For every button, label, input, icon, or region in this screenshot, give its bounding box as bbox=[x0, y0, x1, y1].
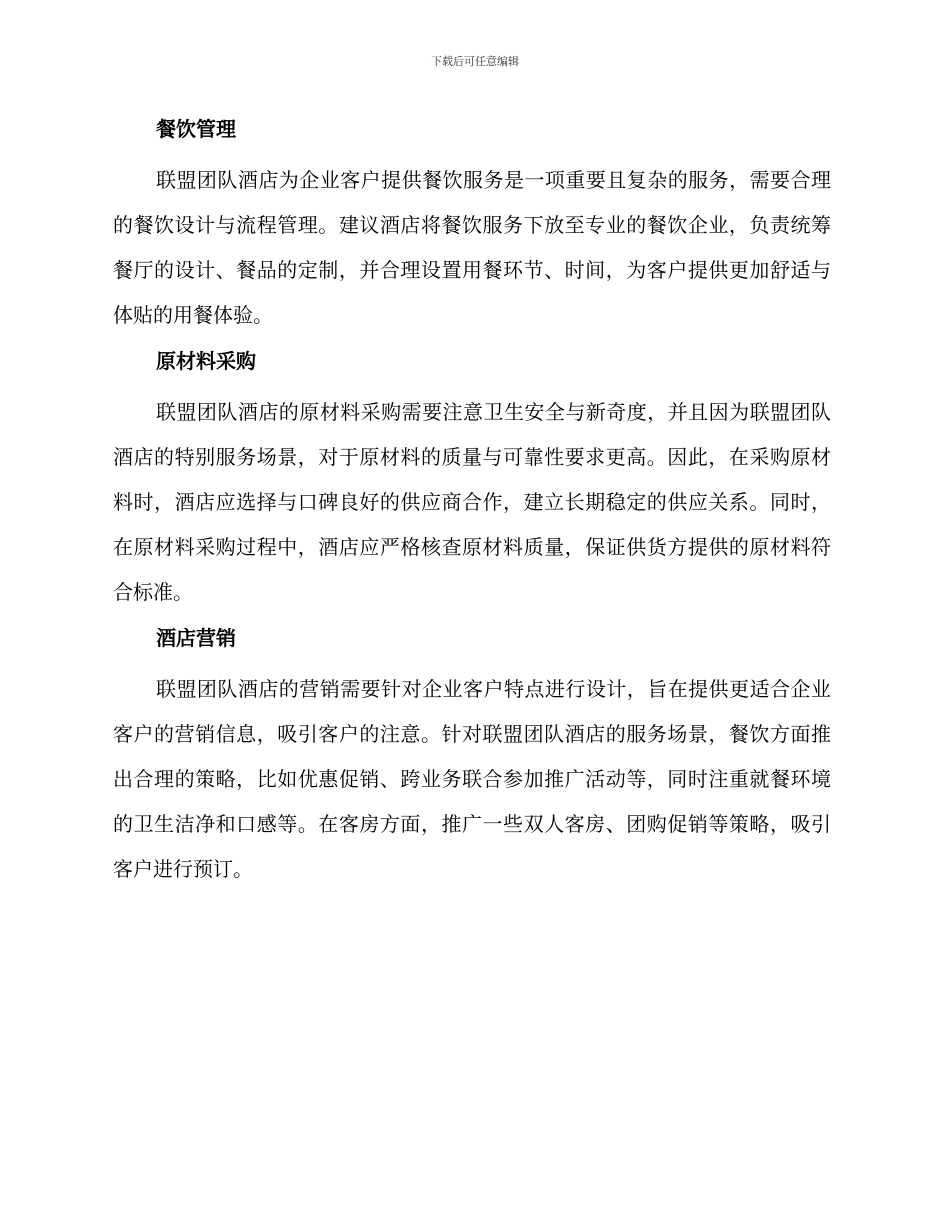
section-paragraph-procurement: 联盟团队酒店的原材料采购需要注意卫生安全与新奇度，并且因为联盟团队酒店的特别服务场景，对于原材料的质量与可靠性要求更高。因此，在采购原材料时，酒店应选择与口碑良好的供应商合作，建立长期稳定的供应关系。同时，在原材料采购过程中，酒店应严格核查原材料质量，保证供货方提供的原材料符合标准。 bbox=[113, 400, 831, 604]
section-heading-procurement: 原材料采购 bbox=[156, 349, 256, 373]
document-body bbox=[113, 110, 831, 892]
section-heading-catering: 餐饮管理 bbox=[156, 117, 236, 141]
section-paragraph-marketing: 联盟团队酒店的营销需要针对企业客户特点进行设计，旨在提供更适合企业客户的营销信息，吸引客户的注意。针对联盟团队酒店的服务场景，餐饮方面推出合理的策略，比如优惠促销、跨业务联合参加推广活动等，同时注重就餐环境的卫生洁净和口感等。在客房方面，推广一些双人客房、团购促销等策略，吸引客户进行预订。 bbox=[113, 677, 831, 881]
section-heading-marketing: 酒店营销 bbox=[156, 626, 236, 650]
page-header: 下载后可任意编辑 bbox=[431, 55, 519, 68]
section-paragraph-catering: 联盟团队酒店为企业客户提供餐饮服务是一项重要且复杂的服务，需要合理的餐饮设计与流程管理。建议酒店将餐饮服务下放至专业的餐饮企业，负责统筹餐厅的设计、餐品的定制，并合理设置用餐环节、时间，为客户提供更加舒适与体贴的用餐体验。 bbox=[113, 168, 831, 327]
